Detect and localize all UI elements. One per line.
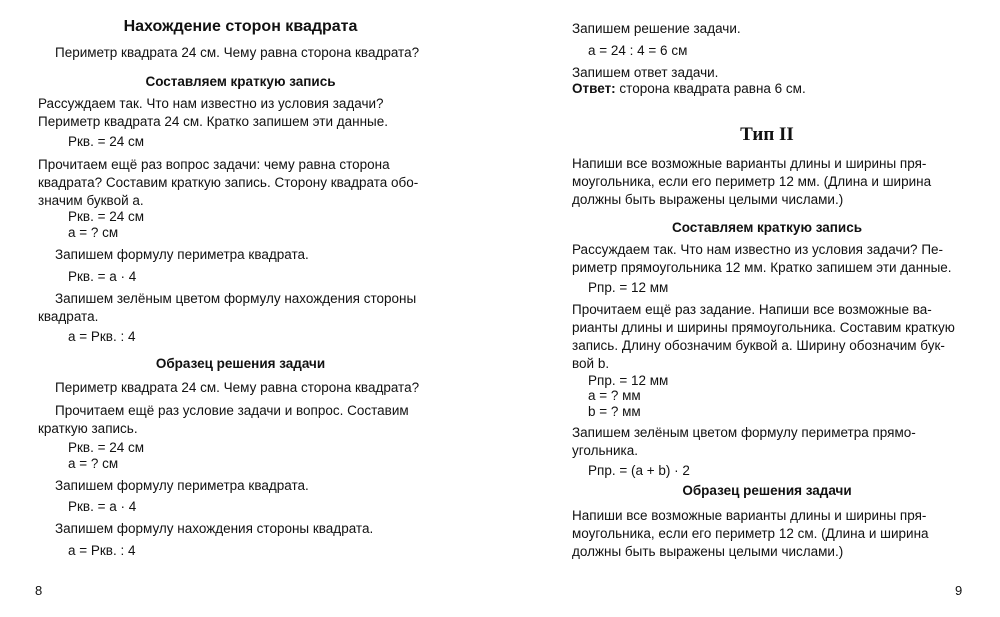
section-heading-sample-solution: Образец решения задачи — [682, 483, 852, 498]
type-heading: Тип II — [740, 124, 794, 145]
section-heading-short-record: Составляем краткую запись — [145, 74, 336, 89]
formula: b = ? мм — [588, 404, 641, 419]
section-heading-short-record: Составляем краткую запись — [671, 220, 863, 235]
formula: a = Pкв. : 4 — [68, 543, 136, 558]
answer-text: сторона квадрата равна 6 см. — [615, 81, 806, 96]
paragraph: Периметр квадрата 24 см. Кратко запишем эти данные. — [38, 114, 388, 129]
page-number: 9 — [955, 583, 963, 598]
formula: Pкв. = 24 см — [68, 209, 145, 224]
task-text: должны быть выражены целыми числами.) — [572, 544, 844, 559]
paragraph: Прочитаем ещё раз вопрос задачи: чему равна сторона — [38, 157, 390, 172]
paragraph: значим буквой a. — [38, 193, 144, 208]
paragraph: Запишем ответ задачи. — [572, 65, 719, 80]
paragraph: Прочитаем ещё раз условие задачи и вопрос. Составим — [55, 403, 409, 418]
problem-text: Периметр квадрата 24 см. Чему равна сторона квадрата? — [55, 45, 420, 60]
formula: Pкв. = 24 см — [68, 440, 145, 455]
page-title: Нахождение сторон квадрата — [123, 18, 358, 35]
paragraph: риметр прямоугольника 12 мм. Кратко запишем эти данные. — [572, 260, 952, 275]
paragraph: Запишем формулу периметра квадрата. — [55, 478, 309, 493]
task-text: моугольника, если его периметр 12 см. (Длина и ширина — [572, 526, 929, 541]
formula: Pпр. = (a + b) · 2 — [588, 463, 690, 478]
formula: a = 24 : 4 = 6 см — [588, 43, 688, 58]
paragraph: Рассуждаем так. Что нам известно из условия задачи? Пе- — [572, 242, 944, 257]
formula: Pпр. = 12 мм — [588, 373, 669, 388]
answer-line — [572, 80, 806, 98]
section-heading-sample-solution: Образец решения задачи — [155, 356, 326, 371]
formula: Pкв. = 24 см — [68, 134, 145, 149]
formula: a = ? см — [68, 225, 119, 240]
right-page — [500, 0, 1000, 617]
formula: a = ? см — [68, 456, 119, 471]
paragraph: Запишем зелёным цветом формулу нахождения стороны — [55, 291, 417, 306]
problem-text: Периметр квадрата 24 см. Чему равна сторона квадрата? — [55, 380, 420, 395]
paragraph: Рассуждаем так. Что нам известно из условия задачи? — [38, 96, 384, 111]
task-text: должны быть выражены целыми числами.) — [572, 192, 844, 207]
task-text: Напиши все возможные варианты длины и ширины пря- — [572, 508, 927, 523]
paragraph: рианты длины и ширины прямоугольника. Составим краткую — [572, 320, 955, 335]
paragraph: Запишем формулу периметра квадрата. — [55, 247, 309, 262]
paragraph: краткую запись. — [38, 421, 138, 436]
task-text: Напиши все возможные варианты длины и ширины пря- — [572, 156, 927, 171]
paragraph: квадрата. — [38, 309, 99, 324]
task-text: моугольника, если его периметр 12 мм. (Длина и ширина — [572, 174, 932, 189]
paragraph: угольника. — [572, 443, 638, 458]
paragraph: запись. Длину обозначим буквой a. Ширину обозначим бук- — [572, 338, 945, 353]
paragraph: Запишем зелёным цветом формулу периметра прямо- — [572, 425, 916, 440]
answer-label: Ответ: — [572, 81, 616, 96]
formula: Pкв. = a · 4 — [68, 499, 137, 514]
formula: Pпр. = 12 мм — [588, 280, 669, 295]
formula: a = Pкв. : 4 — [68, 329, 136, 344]
formula: Pкв. = a · 4 — [68, 269, 137, 284]
paragraph: Запишем решение задачи. — [572, 21, 741, 36]
paragraph: Прочитаем ещё раз задание. Напиши все возможные ва- — [572, 302, 932, 317]
paragraph: Запишем формулу нахождения стороны квадрата. — [55, 521, 374, 536]
formula: a = ? мм — [588, 388, 641, 403]
paragraph: вой b. — [572, 356, 610, 371]
page-number: 8 — [35, 583, 43, 598]
paragraph: квадрата? Составим краткую запись. Сторону квадрата обо- — [38, 175, 419, 190]
